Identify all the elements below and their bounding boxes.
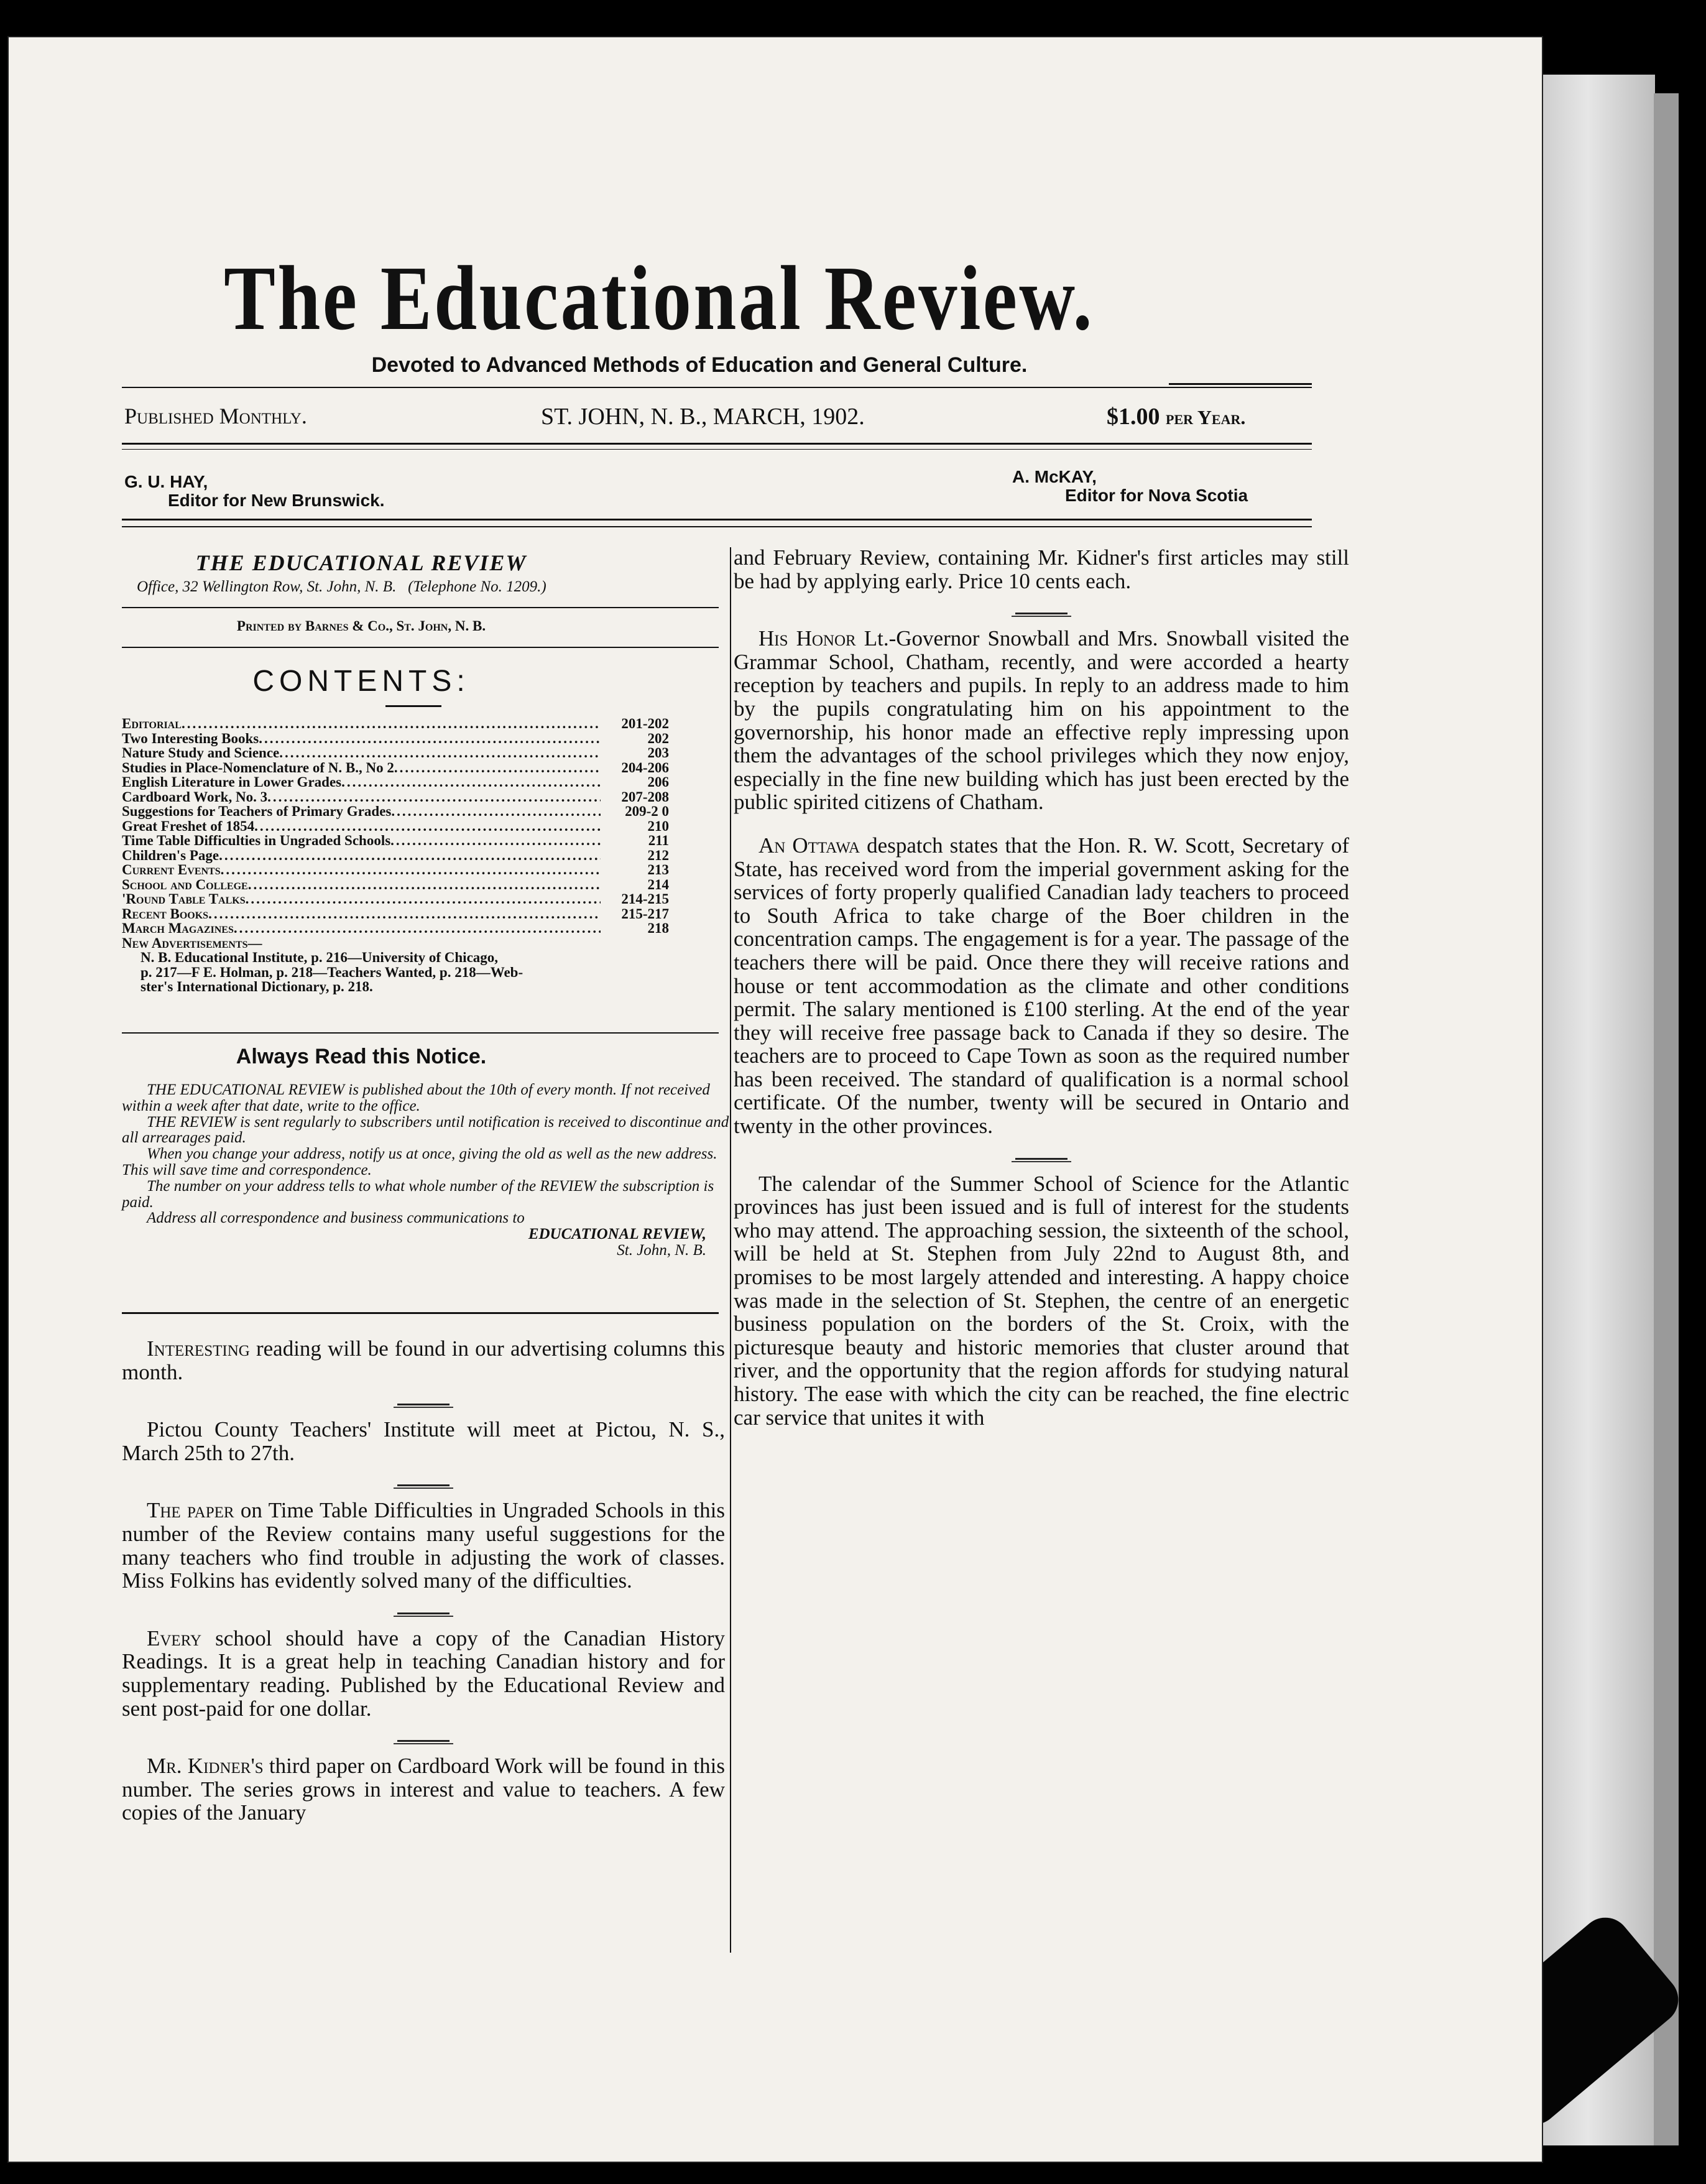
editor-nova-scotia: A. McKAY, Editor for Nova Scotia [1012,467,1248,505]
article-paragraph: and February Review, containing Mr. Kidner's first articles may still be had by applying early. Price 10 cents each. [734,545,1349,593]
notice-paragraph: THE EDUCATIONAL REVIEW is published about the 10th of every month. If not received within a week after that date, write to the office. [122,1081,710,1114]
notice-paragraph: When you change your address, notify us at once, giving the old as well as the new address. This will save time and correspondence. [122,1145,717,1178]
contents-bottom-rule [122,1032,719,1034]
toc-item: March Magazines ..... 218 [122,921,669,936]
notice-paragraph: Address all correspondence and business communications to [147,1210,525,1227]
toc-item: Time Table Difficulties in Ungraded Schools ..... 211 [122,833,669,848]
masthead-title: The Educational Review. [224,248,1095,349]
pubrow-rule-thin [122,449,1312,450]
article-paragraph: His Honor Lt.-Governor Snowball and Mrs. Snowball visited the Grammar School, Chatham, recently, and were accorded a hearty reception by teachers and pupils. In reply to an address made to him by the pupils congratulating him on his appointment to the governorship, his honor made an effective reply impressing upon them the advantages of the school privileges which they now enjoy, especially in the fine new building which has just been erected by the public spirited citizens of Chatham. [734,626,1349,815]
table-of-contents [122,716,669,994]
notice-body [122,1082,731,1259]
toc-item: Great Freshet of 1854 ..... 210 [122,819,669,834]
toc-item: Two Interesting Books ..... 202 [122,731,669,746]
printed-by: Printed by Barnes & Co., St. John, N. B. [236,618,486,634]
toc-item: Children's Page ..... 212 [122,848,669,863]
article-paragraph: Every school should have a copy of the Canadian History Readings. It is a great help in teaching Canadian history and for supplementary reading. Published by the Educational Review and sent post-paid for one dollar. [122,1626,725,1721]
editor-new-brunswick: G. U. HAY, Editor for New Brunswick. [124,472,385,510]
article-paragraph: The calendar of the Summer School of Science for the Atlantic provinces has just been issued and is full of interest for the students who may attend. The approaching session, the sixteenth of the school, will be held at St. Stephen from July 22nd to August 8th, and promises to be most largely attended and interesting. A happy choice was made in the selection of St. Stephen, the centre of an energetic business population on the borders of the St. Croix, with the picturesque beauty and historic memories that cluster around that river, and the opportunity that the region affords for studying natural history. The ease with which the city can be reached, the fine electric car service that unites it with [734,1171,1349,1430]
contents-rule [385,705,441,707]
book-binding-edge [1654,93,1679,2145]
section-separator [1015,1158,1067,1160]
adjacent-page-edge [1543,75,1655,2145]
article-paragraph: Pictou County Teachers' Institute will meet at Pictou, N. S., March 25th to 27th. [122,1417,725,1465]
left-column-body [122,1337,725,1844]
editor-rule [122,519,1312,521]
toc-item: Recent Books ..... 215-217 [122,907,669,922]
notice-bottom-rule [122,1312,719,1314]
masthead-rule-top [122,387,1312,388]
toc-item: Editorial ..... 201-202 [122,716,669,731]
section-separator [1015,613,1067,614]
office-review-title: THE EDUCATIONAL REVIEW [195,550,527,575]
printed-rule [122,647,719,648]
toc-item: 'Round Table Talks ..... 214-215 [122,892,669,907]
toc-item: Cardboard Work, No. 3 ..... 207-208 [122,790,669,805]
editor-rule-thin [122,526,1312,527]
notice-signature-1: EDUCATIONAL REVIEW, [528,1226,706,1243]
contents-heading: CONTENTS: [252,665,470,698]
toc-new-ads-line: N. B. Educational Institute, p. 216—University of Chicago, [141,950,499,965]
masthead-tagline: Devoted to Advanced Methods of Education and General Culture. [371,353,1028,377]
section-separator [397,1740,450,1742]
article-paragraph: Interesting reading will be found in our advertising columns this month. [122,1336,725,1384]
article-paragraph: An Ottawa despatch states that the Hon. R. W. Scott, Secretary of State, has received word from the imperial government asking for the services of forty properly qualified Canadian lady teachers to proceed to South Africa to take charge of the Boer children in the concentration camps. The engagement is for a year. The passage of the teachers there will be paid. Once there they will receive rations and house or tent accommodation as the climate and other conditions permit. The salary mentioned is £100 sterling. At the end of the year they will receive free passage back to Canada if they so desire. The teachers are to proceed to Cape Town as soon as the required number has been received. The standard of qualification is a normal school certificate. Of the number, twenty will be secured in Ontario and twenty in the other provinces. [734,833,1349,1139]
notice-paragraph: The number on your address tells to what whole number of the REVIEW the subscription is paid. [122,1177,714,1211]
notice-heading: Always Read this Notice. [236,1045,487,1068]
section-separator [397,1484,450,1486]
toc-item: Current Events ..... 213 [122,863,669,877]
toc-new-ads-line: ster's International Dictionary, p. 218. [141,979,373,994]
office-rule [122,607,719,608]
toc-item: School and College ..... 214 [122,877,669,892]
section-separator [397,1613,450,1614]
toc-item: Suggestions for Teachers of Primary Grades ..... 209-2 0 [122,804,669,819]
masthead-rule-right [1169,383,1312,385]
subscription-price: $1.00 per Year. [1107,404,1246,430]
right-column-body [734,546,1349,1449]
published-monthly: Published Monthly. [124,404,307,428]
office-address-line: Office, 32 Wellington Row, St. John, N. B. (Telephone No. 1209.) [137,578,546,595]
toc-item: English Literature in Lower Grades ..... 206 [122,775,669,790]
toc-new-ads-label: New Advertisements— [122,935,262,951]
toc-item: Nature Study and Science ..... 203 [122,746,669,761]
toc-new-ads-line: p. 217—F E. Holman, p. 218—Teachers Wanted, p. 218—Web- [141,964,523,980]
article-paragraph: Mr. Kidner's third paper on Cardboard Work will be found in this number. The series grows in interest and value to teachers. A few copies of the January [122,1754,725,1825]
pubrow-rule [122,443,1312,445]
section-separator [397,1404,450,1405]
notice-paragraph: THE REVIEW is sent regularly to subscribers until notification is received to discontinue and all arrearages paid. [122,1113,729,1147]
article-paragraph: The paper on Time Table Difficulties in Ungraded Schools in this number of the Review contains many useful suggestions for the many teachers who find trouble in adjusting the work of classes. Miss Folkins has evidently solved many of the difficulties. [122,1498,725,1593]
toc-item: Studies in Place-Nomenclature of N. B., No 2 ..... 204-206 [122,761,669,775]
notice-signature-2: St. John, N. B. [617,1241,706,1259]
place-and-date: ST. JOHN, N. B., MARCH, 1902. [541,404,865,430]
